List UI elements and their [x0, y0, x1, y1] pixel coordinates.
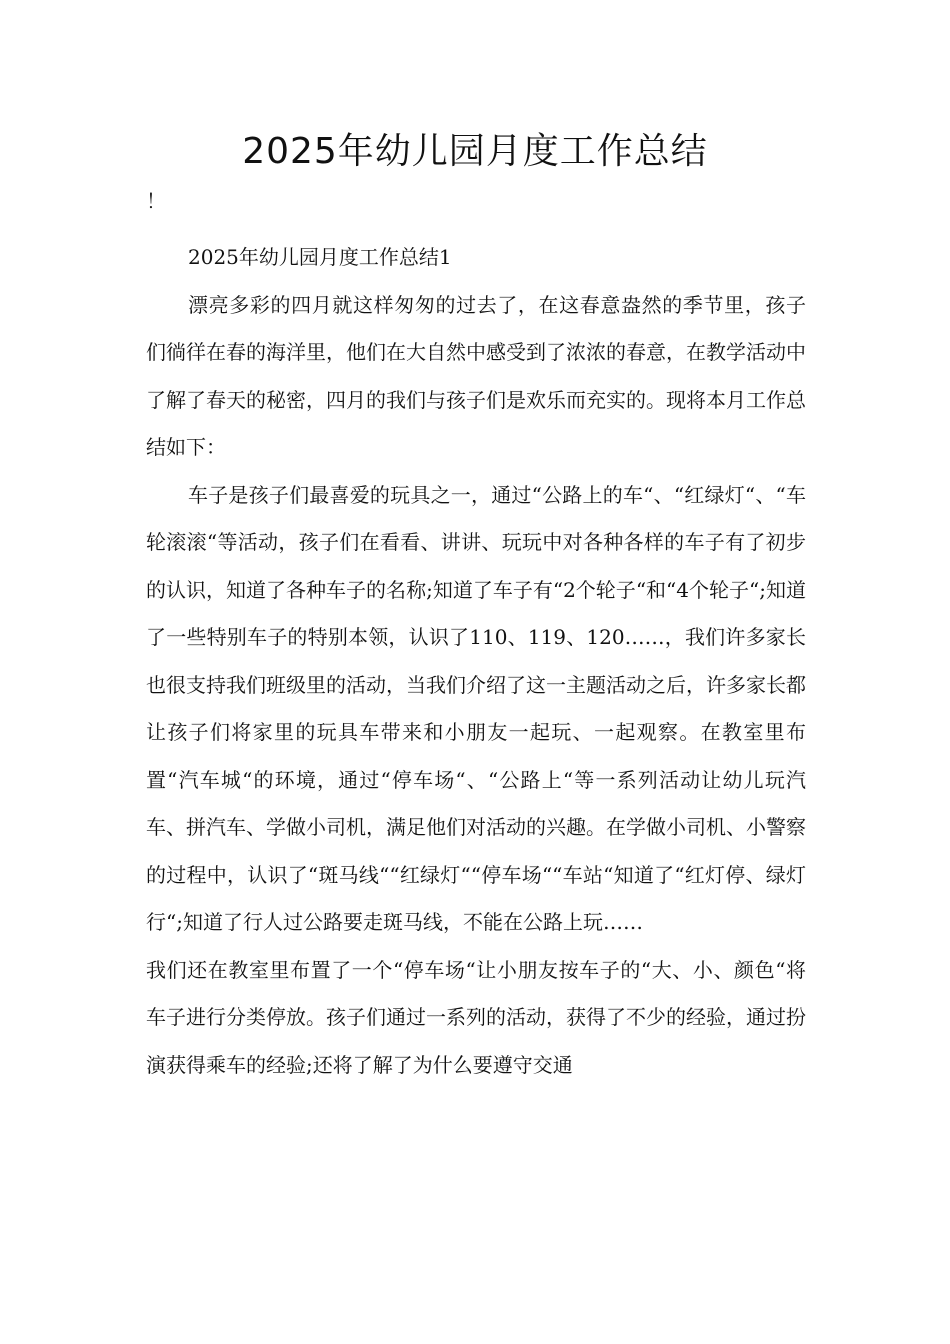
paragraph-cars: 车子是孩子们最喜爱的玩具之一，通过“公路上的车“、“红绿灯“、“车轮滚滚“等活动，孩子们在看看、讲讲、玩玩中对各种各样的车子有了初步的认识，知道了各种车子的名称;知道了车子有“2个轮子“和“4个轮子“;知道了一些特别车子的特别本领，认识了110、119、120……，我们许多家长也很支持我们班级里的活动，当我们介绍了这一主题活动之后，许多家长都让孩子们将家里的玩具车带来和小朋友一起玩、一起观察。在教室里布置“汽车城“的环境，通过“停车场“、“公路上“等一系列活动让幼儿玩汽车、拼汽车、学做小司机，满足他们对活动的兴趣。在学做小司机、小警察的过程中，认识了“斑马线““红绿灯““停车场““车站“知道了“红灯停、绿灯行“;知道了行人过公路要走斑马线，不能在公路上玩……: [146, 482, 806, 934]
document-body: [146, 234, 806, 1089]
document-title: 2025年幼儿园月度工作总结: [242, 131, 708, 172]
paragraph-parking: 我们还在教室里布置了一个“停车场“让小朋友按车子的“大、小、颜色“将车子进行分类停放。孩子们通过一系列的活动，获得了不少的经验，通过扮演获得乘车的经验;还将了解了为什么要遵守交通: [146, 957, 806, 1077]
exclamation-mark: ！: [146, 189, 166, 213]
section-heading: 2025年幼儿园月度工作总结1: [188, 245, 452, 269]
paragraph-intro: 漂亮多彩的四月就这样匆匆的过去了，在这春意盎然的季节里，孩子们徜徉在春的海洋里，他们在大自然中感受到了浓浓的春意，在教学活动中了解了春天的秘密，四月的我们与孩子们是欢乐而充实的。现将本月工作总结如下：: [146, 292, 806, 459]
